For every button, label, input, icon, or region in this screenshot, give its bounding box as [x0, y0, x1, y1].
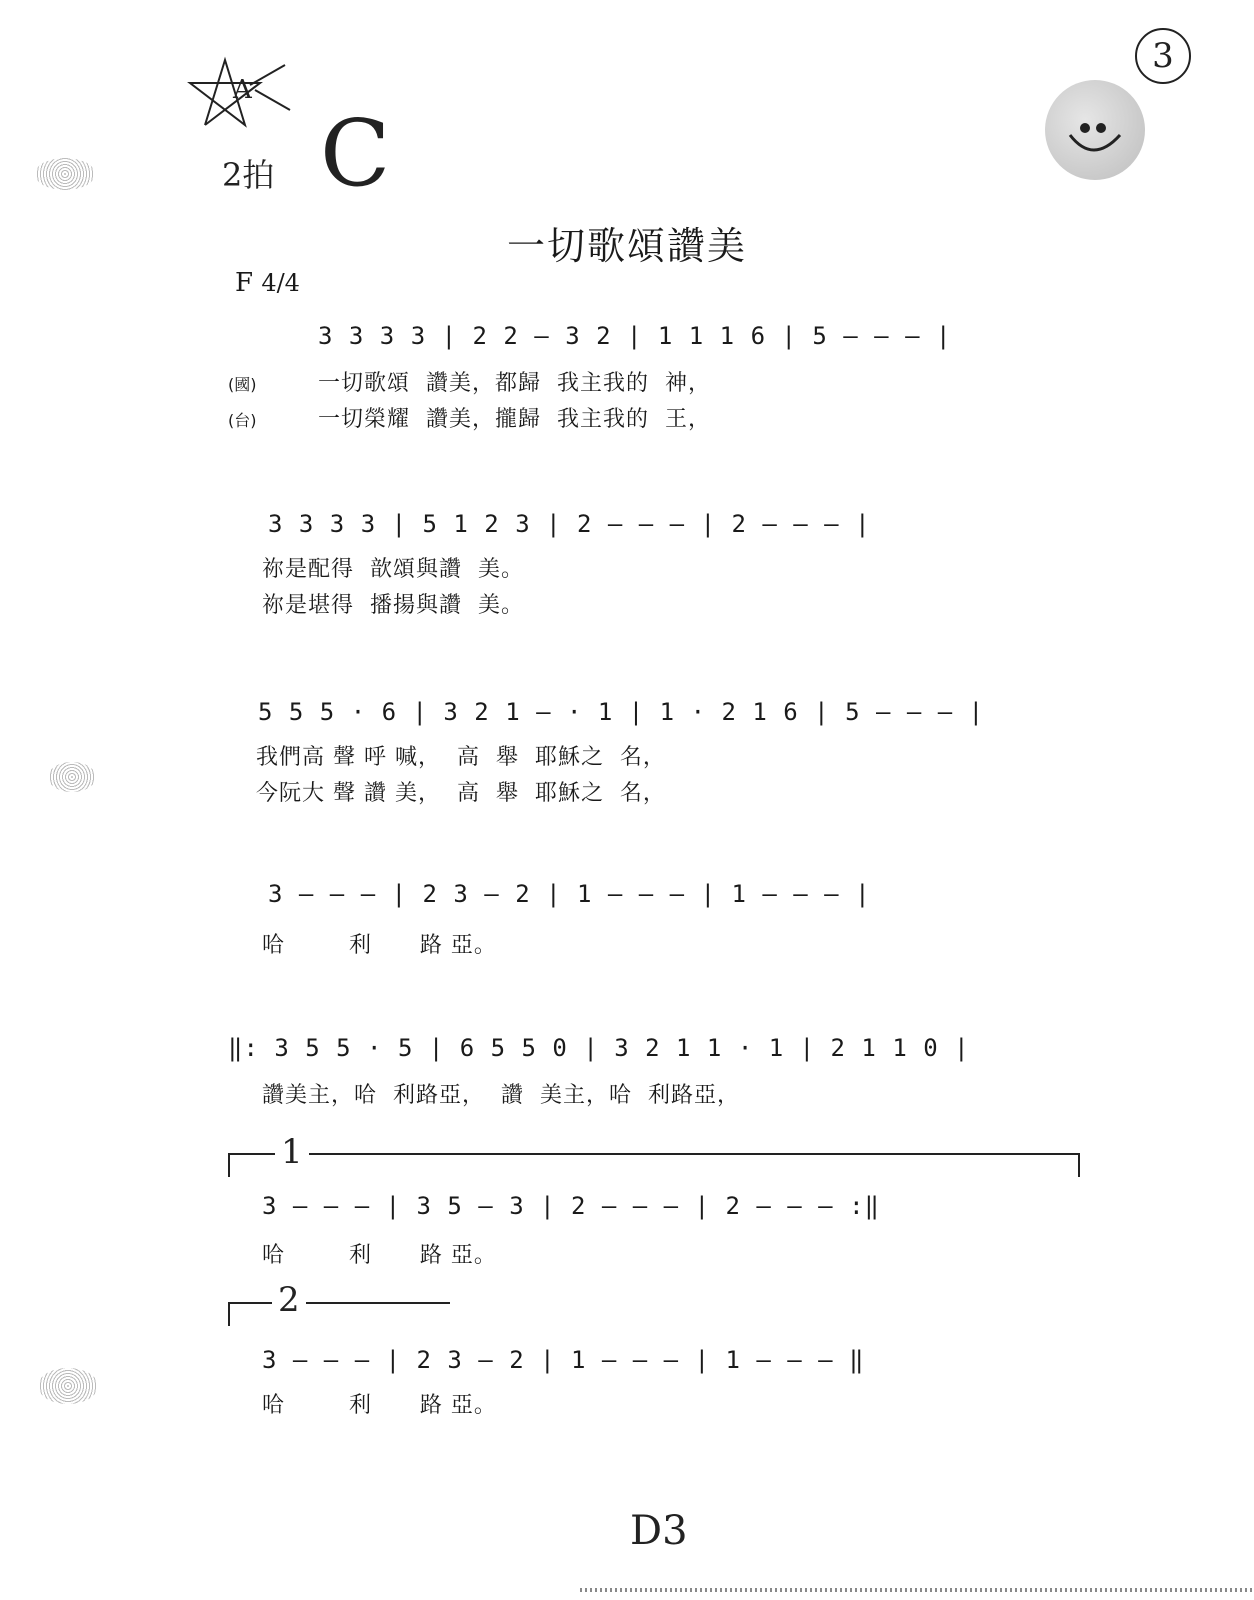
- lyric-line-1b: 一切榮耀 讚美，攏歸 我主我的 王，: [318, 407, 711, 432]
- bottom-edge-noise: [580, 1588, 1254, 1592]
- lyric-line-3a: 我們高 聲 呼 喊， 高 舉 耶穌之 名，: [256, 745, 666, 770]
- notation-line-3: 5 5 5 · 6 | 3 2 1 — · 1 | 1 · 2 1 6 | 5 — — — |: [258, 698, 985, 726]
- punch-hole-icon: [35, 158, 95, 190]
- handwritten-key: C: [320, 100, 391, 207]
- lyric-line-3b: 今阮大 聲 讚 美， 高 舉 耶穌之 名，: [256, 781, 666, 806]
- ending-bracket-2: [228, 1302, 450, 1326]
- handwritten-star-mark: [185, 55, 295, 135]
- smiley-icon: [1045, 80, 1145, 180]
- page-number: 3: [1152, 36, 1174, 76]
- top-left-mark-text: A: [233, 75, 252, 105]
- notation-line-4: 3 — — — | 2 3 — 2 | 1 — — — | 1 — — — |: [268, 880, 871, 908]
- label-mandarin: (國): [228, 375, 257, 394]
- page-number-circle: [1135, 28, 1191, 84]
- song-title: 一切歌頌讚美: [506, 224, 747, 268]
- lyric-line-1a: 一切歌頌 讚美，都歸 我主我的 神，: [318, 371, 711, 396]
- time-signature: 4/4: [261, 269, 300, 297]
- punch-hole-icon: [48, 762, 96, 792]
- handwritten-beat: 2拍: [222, 156, 275, 194]
- key-letter: F: [235, 268, 254, 298]
- ending-bracket-1: [228, 1153, 1080, 1177]
- footer-code: D3: [630, 1508, 688, 1554]
- lyric-line-2b: 祢是堪得 播揚與讚 美。: [262, 593, 524, 618]
- lyric-line-2a: 祢是配得 歆頌與讚 美。: [262, 557, 524, 582]
- notation-line-2: 3 3 3 3 | 5 1 2 3 | 2 — — — | 2 — — — |: [268, 510, 871, 538]
- notation-line-1: 3 3 3 3 | 2 2 — 3 2 | 1 1 1 6 | 5 — — — |: [318, 322, 952, 350]
- lyric-line-7: 哈 利 路 亞。: [262, 1393, 497, 1418]
- notation-line-5: ‖: 3 5 5 · 5 | 6 5 5 0 | 3 2 1 1 · 1 | 2 1 1 0 |: [228, 1034, 970, 1062]
- notation-line-6: 3 — — — | 3 5 — 3 | 2 — — — | 2 — — — :‖: [262, 1192, 880, 1220]
- notation-line-7: 3 — — — | 2 3 — 2 | 1 — — — | 1 — — — ‖: [262, 1346, 865, 1374]
- ending-number-2: 2: [272, 1280, 306, 1320]
- key-signature: [235, 268, 300, 298]
- lyric-line-4: 哈 利 路 亞。: [262, 933, 497, 958]
- label-taiwanese: (台): [228, 411, 257, 430]
- lyric-line-5: 讚美主，哈 利路亞， 讚 美主，哈 利路亞，: [262, 1083, 740, 1108]
- lyric-line-6: 哈 利 路 亞。: [262, 1243, 497, 1268]
- punch-hole-icon: [38, 1368, 98, 1404]
- ending-number-1: 1: [275, 1132, 309, 1172]
